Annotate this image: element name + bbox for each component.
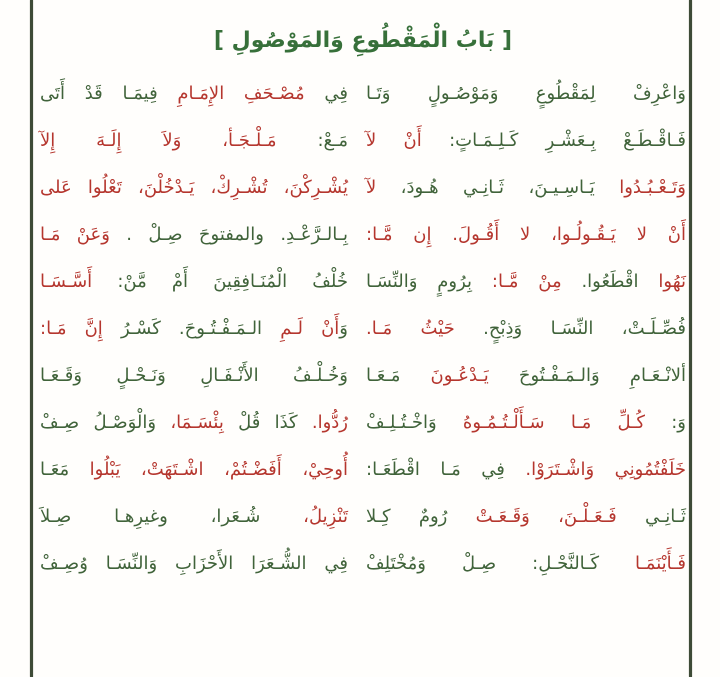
verse-row <box>40 306 686 353</box>
hemistich-first <box>366 83 686 106</box>
verse-row <box>40 541 686 588</box>
hemistich-first <box>366 224 686 247</box>
verse-segment: بِرُومٍ وَالنِّسَـا <box>366 271 492 293</box>
verse-segment: مَعَـا <box>40 459 90 481</box>
hemistich-second <box>40 365 348 388</box>
verse-row <box>40 165 686 212</box>
hemistich-second <box>40 224 348 247</box>
verse-segment: فَـعَـلْـنَ، وَقَـعَـتْ <box>475 506 617 528</box>
hemistich-first <box>366 271 686 294</box>
verse-segment: أَسَّـسَـا <box>40 271 93 293</box>
verse-row <box>40 118 686 165</box>
hemistich-second <box>40 177 348 200</box>
verse-segment: ألانْـعَـامِ وَالـمَـفْـتُوحَ <box>488 365 686 387</box>
verse-segment: وَ: <box>645 412 687 434</box>
hemistich-second <box>40 130 348 153</box>
verse-segment: أَنْ لَـمِ <box>280 318 340 340</box>
verse-segment: الـمَـفْـتُـوحَ. كَسْـرُ <box>102 318 281 340</box>
page-content <box>40 0 686 588</box>
hemistich-first <box>366 130 686 153</box>
verse-segment: رُدُّوا. <box>311 412 348 434</box>
verse-segment: مَـعْ: <box>276 130 349 152</box>
verse-segment: يَـدْعُـونَ <box>430 365 489 387</box>
hemistich-second <box>40 318 348 341</box>
verse-row <box>40 400 686 447</box>
verse-segment: اقْطَعُوا. <box>561 271 659 293</box>
verse-segment: فَـاقْـطَـعْ بِـعَشْـرِ كَـلِـمَـاتٍ: <box>421 130 686 152</box>
hemistich-first <box>366 506 686 529</box>
page-border-right <box>689 0 692 677</box>
verse-segment: فِي <box>304 83 348 105</box>
verse-segment: كُـلِّ مَـا سَـأَلْـتُـمُـوهُ <box>462 412 645 434</box>
hemistich-first <box>366 412 686 435</box>
hemistich-first <box>366 459 686 482</box>
verse-segment: تَنْزِيلُ، <box>303 506 348 528</box>
verse-segment: رُومٌ كِـلا <box>366 506 476 528</box>
verse-segment: ثَـانِـي <box>616 506 686 528</box>
verse-segment: نَهُوا <box>658 271 686 293</box>
verse-segment: مَـلْـجَـأ، وَلاَ إِلَـهَ إِلآ <box>40 130 277 152</box>
verses-container <box>40 71 686 588</box>
verse-segment: حَيْثُ مَـا. <box>366 318 455 340</box>
verse-segment: يَـاسِـيـنَ، ثَـانِـي هُـودَ، <box>376 177 620 199</box>
page-border-left <box>30 0 33 677</box>
hemistich-second <box>40 553 348 576</box>
verse-segment: فِي مَـا اقْطَعَـا: <box>366 459 526 481</box>
verse-segment: فِيمَـا قَدْ أَتَى <box>40 83 178 105</box>
hemistich-second <box>40 271 348 294</box>
verse-row <box>40 353 686 400</box>
hemistich-second <box>40 83 348 106</box>
verse-segment: بِئْسَـمَا، <box>170 412 224 434</box>
verse-row <box>40 447 686 494</box>
verse-segment: كَـالنَّحْـلِ: صِـلْ وَمُخْتَلِفْ <box>366 553 636 575</box>
verse-segment: خَلَفْتُمُونِي وَاشْـتَرَوْا. <box>525 459 686 481</box>
verse-segment: وَعَنْ مَـا <box>40 224 110 246</box>
verse-segment: شُـعَرا، وغيرِهـا صِـلاَ <box>40 506 304 528</box>
verse-segment: إِنَّ مَـا: <box>40 318 103 340</box>
verse-segment: فُصِّـلَـتْ، النِّسَـا وَذِبْحٍ. <box>454 318 686 340</box>
hemistich-second <box>40 412 348 435</box>
verse-segment: وَتَـعْـبُـدُوا <box>619 177 686 199</box>
hemistich-first <box>366 365 686 388</box>
verse-segment: وَاخْـتُـلِـفْ <box>366 412 463 434</box>
verse-segment: فَـأَيْنَمَـا <box>635 553 686 575</box>
verse-segment: خُلْفُ الْمُنَـافِقِينَ أَمْ مَّنْ: <box>92 271 348 293</box>
verse-segment: يُشْـرِكْنَ، تُشْـرِكْ، يَـدْخُلْنَ، تَعْلُوا عَلى <box>40 177 348 199</box>
verse-segment: أَنْ لآ <box>366 130 422 152</box>
verse-row <box>40 71 686 118</box>
hemistich-second <box>40 459 348 482</box>
verse-segment: وَالْوَصْـلُ صِـفْ <box>40 412 171 434</box>
verse-segment: كَذَا قُلْ <box>223 412 312 434</box>
verse-segment: أَنْ لا يَـقُـولُـوا، لا أَقُـولَ. إِن مَّـا: <box>366 224 686 246</box>
verse-segment: لآ <box>366 177 377 199</box>
verse-segment: وَ <box>339 318 348 340</box>
verse-segment: فِي الشُّـعَرَا الأَحْزَابِ وَالنِّسَـا وُصِـفْ <box>40 553 348 575</box>
verse-row <box>40 259 686 306</box>
hemistich-first <box>366 177 686 200</box>
verse-row <box>40 212 686 259</box>
verse-row <box>40 494 686 541</box>
verse-segment: بِـالـرَّعْـدِ. والمفتوحَ صِـلْ . <box>109 224 348 246</box>
verse-segment: مَـعَـا <box>366 365 431 387</box>
verse-segment: وَاعْرِفْ لِمَقْطُوعٍ وَمَوْصُـولٍ وَتَـا <box>366 83 686 105</box>
hemistich-second <box>40 506 348 529</box>
hemistich-first <box>366 318 686 341</box>
verse-segment: مُصْـحَفِ الإِمَـامِ <box>177 83 305 105</box>
verse-segment: أُوحِيْ، أَفَضْـتُمْ، اشْـتَهَتْ، يَبْلُوا <box>89 459 348 481</box>
verse-segment: وَخُـلْـفُ الأَنْـفَـالِ وَنَـحْـلٍ وَقَـعَـا <box>40 365 348 387</box>
verse-segment: مِنْ مَّـا: <box>491 271 562 293</box>
chapter-title: [ بَابُ الْمَقْطُوعِ وَالمَوْصُولِ ] <box>213 28 513 53</box>
hemistich-first <box>366 553 686 576</box>
